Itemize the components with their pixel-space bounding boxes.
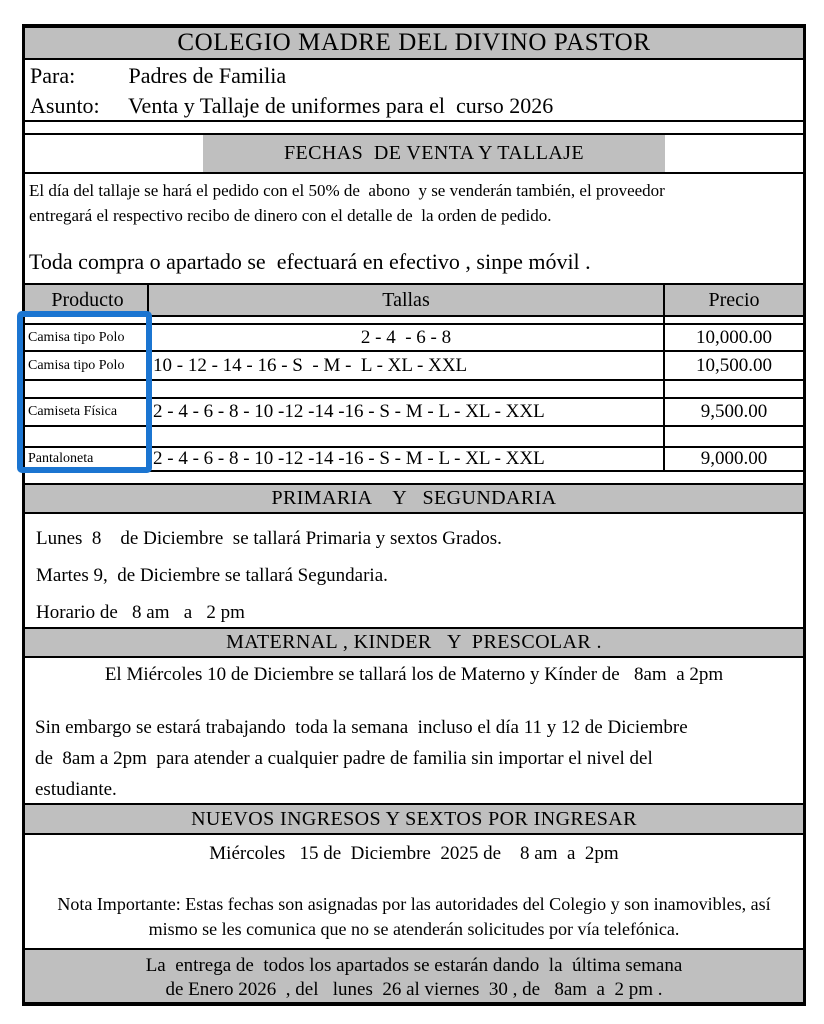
fechas-band <box>203 135 665 172</box>
cell-tallas <box>149 427 665 446</box>
cell-precio: 10,000.00 <box>696 326 772 348</box>
primaria-line: Martes 9, de Diciembre se tallará Segundaria. <box>36 565 388 586</box>
cell-producto: Camisa tipo Polo <box>25 352 149 379</box>
asunto-value: Venta y Tallaje de uniformes para el curso 2026 <box>128 93 554 118</box>
nuevos-band-label: NUEVOS INGRESOS Y SEXTOS POR INGRESAR <box>191 807 637 830</box>
cell-producto <box>25 427 149 446</box>
fechas-band-row <box>25 135 803 174</box>
cell-tallas: 2 - 4 - 6 - 8 <box>149 325 665 350</box>
cell-precio: 9,500.00 <box>700 401 768 422</box>
table-row <box>25 325 803 352</box>
cell-producto: Camisa tipo Polo <box>25 325 149 350</box>
column-header-producto: Producto <box>25 285 149 315</box>
table-spacer-row <box>25 317 803 325</box>
primaria-line: Lunes 8 de Diciembre se tallará Primaria y sextos Grados. <box>36 528 502 549</box>
footer-line: La entrega de todos los apartados se estarán dando la última semana <box>145 955 683 976</box>
cell-precio: 9,000.00 <box>700 448 768 469</box>
fechas-band-label: FECHAS DE VENTA Y TALLAJE <box>284 142 584 164</box>
addressee-block <box>25 60 803 122</box>
para-value: Padres de Familia <box>128 63 287 88</box>
cell-precio <box>665 381 803 397</box>
cell-producto: Pantaloneta <box>25 448 149 470</box>
intro-paragraph <box>29 178 799 228</box>
para-label: Para: <box>30 63 76 88</box>
table-bottom-spacer <box>25 472 803 485</box>
footer-band <box>25 950 803 1002</box>
column-header-tallas: Tallas <box>149 285 665 315</box>
maternal-band <box>25 629 803 658</box>
maternal-band-label: MATERNAL , KINDER Y PRESCOLAR . <box>226 631 602 653</box>
cell-tallas: 2 - 4 - 6 - 8 - 10 -12 -14 -16 - S - M - L - XL - XXL <box>149 448 665 470</box>
cell-precio <box>665 427 803 446</box>
cell-precio: 10,500.00 <box>696 354 772 376</box>
spacer-row <box>25 122 803 135</box>
price-table-header <box>25 285 803 317</box>
cell-producto <box>25 381 149 397</box>
table-row-empty <box>25 427 803 448</box>
cell-tallas <box>149 381 665 397</box>
intro-line: entregará el respectivo recibo de dinero con el detalle de la orden de pedido. <box>29 206 552 225</box>
primaria-section-text <box>25 514 803 629</box>
cell-tallas: 10 - 12 - 14 - 16 - S - M - L - XL - XXL <box>149 352 665 379</box>
para-line <box>30 61 803 91</box>
table-row <box>25 448 803 472</box>
primaria-line: Horario de 8 am a 2 pm <box>36 602 245 623</box>
nota-importante <box>25 892 803 942</box>
intro-line: El día del tallaje se hará el pedido con el 50% de abono y se venderán también, el proveedor <box>29 181 665 200</box>
nuevos-section-text <box>25 835 803 950</box>
maternal-paragraph <box>25 712 803 805</box>
maternal-section-text <box>25 658 803 805</box>
primaria-band <box>25 485 803 514</box>
payment-line: Toda compra o apartado se efectuará en efectivo , sinpe móvil . <box>29 249 591 274</box>
primaria-band-label: PRIMARIA Y SEGUNDARIA <box>271 487 557 509</box>
table-row <box>25 352 803 381</box>
maternal-par-line: de 8am a 2pm para atender a cualquier padre de familia sin importar el nivel del <box>35 748 653 769</box>
nota-line: Nota Importante: Estas fechas son asignadas por las autoridades del Colegio y son inamovibles, así <box>57 894 771 914</box>
asunto-label: Asunto: <box>30 93 100 118</box>
cell-producto: Camiseta Física <box>25 399 149 425</box>
column-header-precio: Precio <box>665 285 803 315</box>
maternal-par-line: estudiante. <box>35 779 117 800</box>
notice-document <box>22 24 806 1006</box>
maternal-par-line: Sin embargo se estará trabajando toda la semana incluso el día 11 y 12 de Diciembre <box>35 717 688 738</box>
asunto-line <box>30 91 803 121</box>
nuevos-band <box>25 805 803 835</box>
table-row <box>25 399 803 427</box>
nuevos-date-line: Miércoles 15 de Diciembre 2025 de 8 am a 2pm <box>209 843 619 864</box>
intro-section <box>25 174 803 285</box>
school-title-bar <box>25 28 803 60</box>
footer-line: de Enero 2026 , del lunes 26 al viernes 30 , de 8am a 2 pm . <box>165 979 663 1000</box>
nota-line: mismo se les comunica que no se atenderán solicitudes por vía telefónica. <box>148 919 680 939</box>
school-title: COLEGIO MADRE DEL DIVINO PASTOR <box>177 29 651 56</box>
table-row-empty <box>25 381 803 399</box>
cell-tallas: 2 - 4 - 6 - 8 - 10 -12 -14 -16 - S - M - L - XL - XXL <box>149 399 665 425</box>
maternal-date-line: El Miércoles 10 de Diciembre se tallará los de Materno y Kínder de 8am a 2pm <box>104 664 724 685</box>
